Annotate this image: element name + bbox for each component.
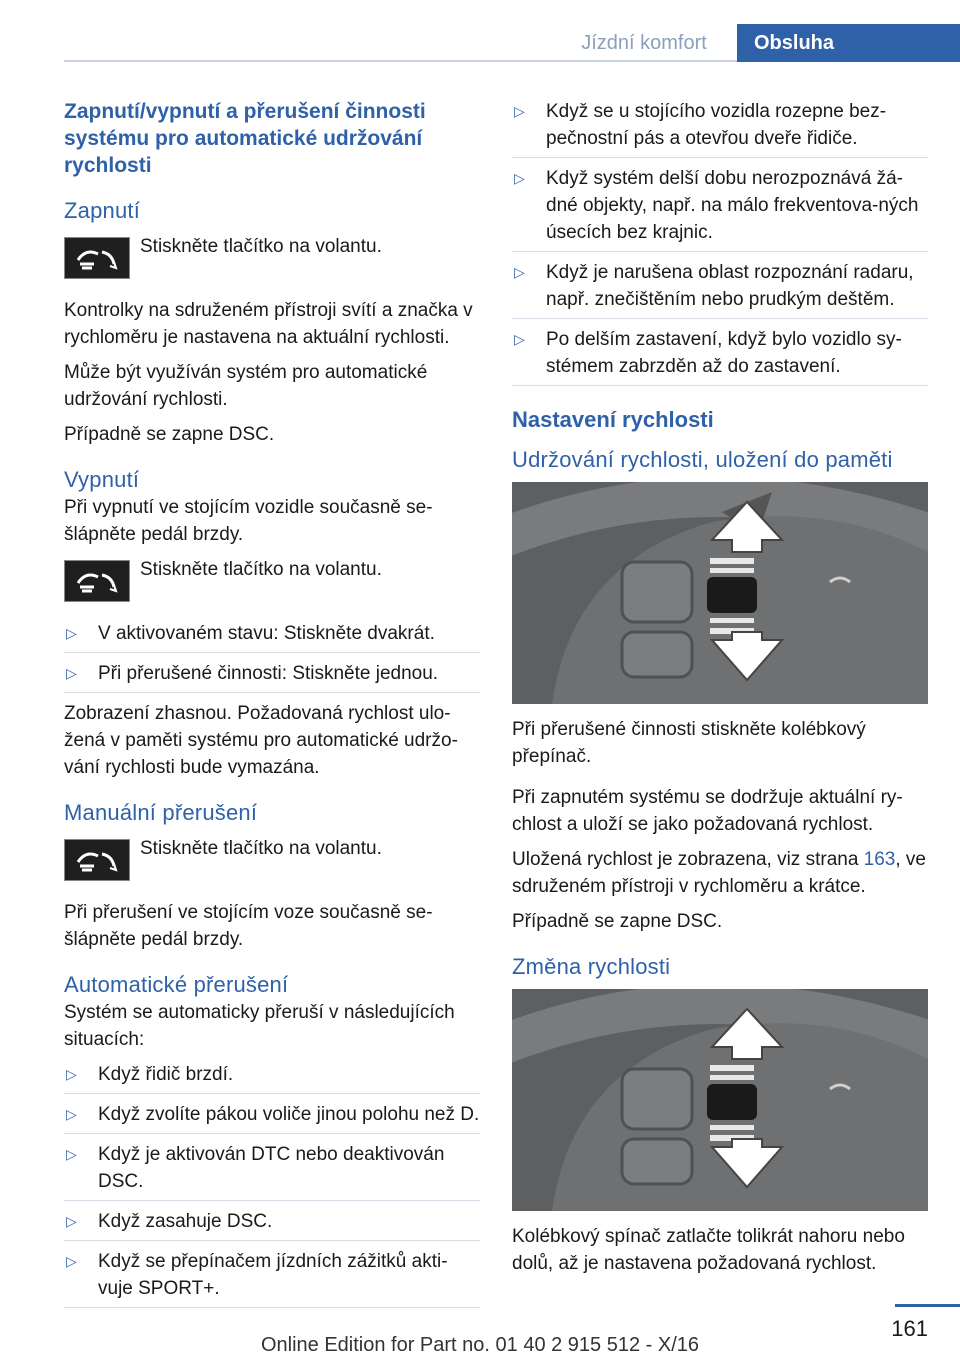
- keep-paragraph-2: Při zapnutém systému se dodržuje aktuální ry-chlost a uloží se jako požadovaná rychlost.: [512, 787, 903, 835]
- off-paragraph-1: Při vypnutí ve stojícím vozidle současně se-šlápněte pedál brzdy.: [64, 497, 433, 545]
- list-item: ▷ Když zvolíte pákou voliče jinou polohu než D.: [64, 1101, 480, 1134]
- right-column: [512, 98, 928, 1285]
- off-heading: Vypnutí: [64, 467, 140, 492]
- footer-rule: [895, 1304, 960, 1307]
- list-item: ▷ Když je aktivován DTC nebo deaktivován DSC.: [64, 1141, 480, 1201]
- cruise-control-icon: [64, 839, 130, 881]
- triangle-bullet-icon: ▷: [66, 1146, 77, 1162]
- list-item: ▷ Když řidič brzdí.: [64, 1061, 480, 1094]
- manual-press-text: Stiskněte tlačítko na volantu.: [140, 838, 382, 859]
- keep-paragraph-4: Případně se zapne DSC.: [512, 911, 723, 932]
- steering-wheel-image-2: [512, 989, 928, 1211]
- on-press-row: [64, 233, 480, 279]
- off-press-text: Stiskněte tlačítko na volantu.: [140, 559, 382, 580]
- on-heading: Zapnutí: [64, 198, 141, 223]
- steering-wheel-image-1: [512, 482, 928, 704]
- off-press-row: [64, 556, 480, 602]
- speed-heading: Nastavení rychlosti: [512, 407, 714, 432]
- keep-paragraph-1: Při přerušené činnosti stiskněte kolébkový přepínač.: [512, 719, 866, 767]
- manual-press-row: [64, 835, 480, 881]
- triangle-bullet-icon: ▷: [66, 665, 77, 681]
- page-number: 161: [891, 1316, 928, 1341]
- footer-edition: Online Edition for Part no. 01 40 2 915 512 - X/16: [260, 1334, 700, 1356]
- list-item: ▷ Když se u stojícího vozidla rozepne bez-pečnostní pás a otevřou dveře řidiče.: [512, 98, 928, 158]
- header-section: Jízdní komfort: [581, 32, 707, 54]
- on-paragraph-1: Kontrolky na sdruženém přístroji svítí a značka v rychloměru je nastavena na aktuální rychlosti.: [64, 300, 473, 348]
- on-press-text: Stiskněte tlačítko na volantu.: [140, 236, 382, 257]
- on-paragraph-3: Případně se zapne DSC.: [64, 424, 275, 445]
- list-item: ▷ V aktivovaném stavu: Stiskněte dvakrát.: [64, 620, 480, 653]
- change-heading: Změna rychlosti: [512, 954, 671, 979]
- auto-list-continued: [512, 98, 928, 386]
- auto-heading: Automatické přerušení: [64, 972, 289, 997]
- keep-heading: Udržování rychlosti, uložení do paměti: [512, 447, 893, 472]
- triangle-bullet-icon: ▷: [66, 1213, 77, 1229]
- cruise-control-icon: [64, 237, 130, 279]
- header-chapter: Obsluha: [737, 24, 960, 62]
- triangle-bullet-icon: ▷: [66, 1106, 77, 1122]
- list-item: ▷ Když se přepínačem jízdních zážitků akti-vuje SPORT+.: [64, 1248, 480, 1308]
- cruise-control-icon: [64, 560, 130, 602]
- on-paragraph-2: Může být využíván systém pro automatické udržování rychlosti.: [64, 362, 428, 410]
- list-item: ▷ Když je narušena oblast rozpoznání radaru, např. znečištěním nebo prudkým deštěm.: [512, 259, 928, 319]
- change-paragraph-1: Kolébkový spínač zatlačte tolikrát nahoru nebo dolů, až je nastavena požadovaná rychlost.: [512, 1226, 905, 1274]
- auto-list: [64, 1061, 480, 1308]
- triangle-bullet-icon: ▷: [514, 170, 525, 186]
- triangle-bullet-icon: ▷: [514, 331, 525, 347]
- off-paragraph-2: Zobrazení zhasnou. Požadovaná rychlost ulo-žená v paměti systému pro automatické udržo-vání rychlosti bude vymazána.: [64, 703, 458, 778]
- list-item: ▷ Při přerušené činnosti: Stiskněte jednou.: [64, 660, 480, 693]
- off-list: [64, 620, 480, 693]
- auto-paragraph-1: Systém se automaticky přeruší v následujících situacích:: [64, 1002, 455, 1050]
- triangle-bullet-icon: ▷: [66, 1253, 77, 1269]
- triangle-bullet-icon: ▷: [514, 103, 525, 119]
- triangle-bullet-icon: ▷: [514, 264, 525, 280]
- triangle-bullet-icon: ▷: [66, 1066, 77, 1082]
- list-item: ▷ Po delším zastavení, když bylo vozidlo sy-stémem zabrzděn až do zastavení.: [512, 326, 928, 386]
- left-column: [64, 98, 480, 1314]
- manual-heading: Manuální přerušení: [64, 800, 258, 825]
- list-item: ▷ Když systém delší dobu nerozpoznává žá-dné objekty, např. na málo frekventova-ných úsecích bez krajnic.: [512, 165, 928, 252]
- triangle-bullet-icon: ▷: [66, 625, 77, 641]
- page-link[interactable]: 163: [863, 849, 896, 870]
- section-title: Zapnutí/vypnutí a přerušení činnosti systému pro automatické udržování rychlosti: [64, 100, 426, 177]
- manual-paragraph-1: Při přerušení ve stojícím voze současně se-šlápněte pedál brzdy.: [64, 902, 433, 950]
- keep-paragraph-3: Uložená rychlost je zobrazena, viz strana 163, ve sdruženém přístroji v rychloměru a krátce.: [512, 849, 926, 897]
- list-item: ▷ Když zasahuje DSC.: [64, 1208, 480, 1241]
